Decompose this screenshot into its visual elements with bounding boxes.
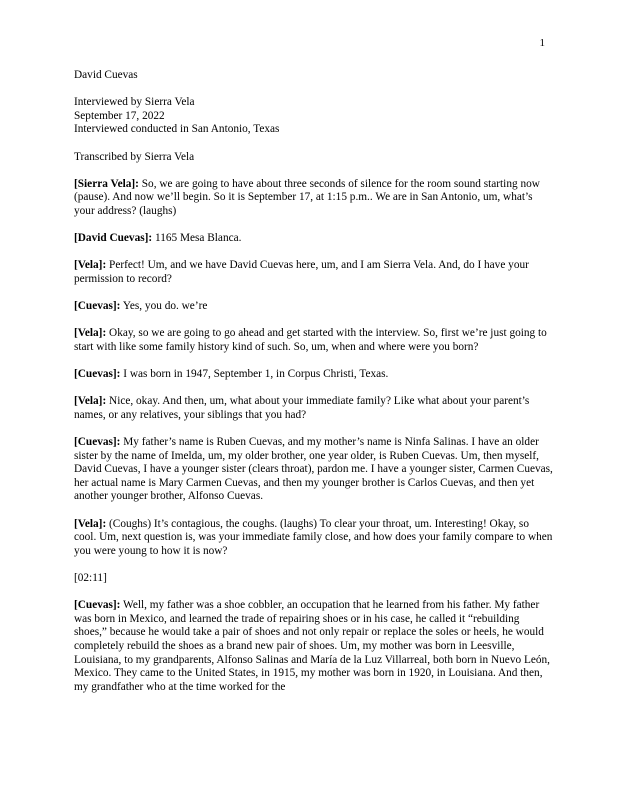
page-number: 1 <box>539 37 545 49</box>
dialogue-paragraph <box>74 178 554 219</box>
dialogue-paragraph <box>74 368 554 382</box>
interview-date: September 17, 2022 <box>74 109 165 122</box>
transcriber-block <box>74 151 554 165</box>
dialogue-paragraph <box>74 518 554 559</box>
speaker-label: [Sierra Vela]: <box>74 177 139 190</box>
speech-text: Perfect! Um, and we have David Cuevas here, um, and I am Sierra Vela. And, do I have your permission to record? <box>74 259 529 285</box>
speech-text: Okay, so we are going to go ahead and get started with the interview. So, first we’re just going to start with like some family history kind of such. So, um, when and where were you born? <box>74 327 547 353</box>
speech-text: Yes, you do. we’re <box>120 300 208 313</box>
interview-location: Interviewed conducted in San Antonio, Texas <box>74 123 280 136</box>
speaker-label: [Cuevas]: <box>74 300 121 313</box>
speaker-label: [Cuevas]: <box>74 599 121 612</box>
speech-text: So, we are going to have about three seconds of silence for the room sound starting now (pause). And now we’ll begin. So it is September 17, at 1:15 p.m.. We are in San Antonio, um, what’s your address? (laughs) <box>74 177 540 217</box>
dialogue-paragraph <box>74 436 554 504</box>
speech-text: My father’s name is Ruben Cuevas, and my mother’s name is Ninfa Salinas. I have an older sister by the name of Imelda, um, my older brother, one year older, is Ruben Cuevas. Um, then myself, David Cuevas, I have a younger sister (clears throat), pardon me. I have a younger sister, Carmen Cuevas, her actual name is Mary Carmen Cuevas, and then my younger brother is Carlos Cuevas, and then yet another younger brother, Alfonso Cuevas. <box>74 436 553 503</box>
dialogue-paragraph <box>74 599 554 694</box>
dialogue-paragraph <box>74 395 554 422</box>
speech-text: (Coughs) It’s contagious, the coughs. (laughs) To clear your throat, um. Interesting! Okay, so cool. Um, next question is, was your immediate family close, and how does your family compare to when you were young to how it is now? <box>74 517 553 557</box>
dialogue-paragraph <box>74 300 554 314</box>
interviewee-name-block <box>74 69 554 83</box>
speaker-label: [Vela]: <box>74 395 107 408</box>
dialogue-paragraph <box>74 327 554 354</box>
speech-text: [02:11] <box>74 571 107 584</box>
interviewee-name: David Cuevas <box>74 69 138 81</box>
speaker-label: [Vela]: <box>74 327 107 340</box>
speaker-label: [Vela]: <box>74 259 107 272</box>
speaker-label: [Cuevas]: <box>74 436 121 449</box>
speaker-label: [Cuevas]: <box>74 368 121 381</box>
speaker-label: [Vela]: <box>74 517 107 530</box>
interview-info-block <box>74 96 554 137</box>
speech-text: Nice, okay. And then, um, what about your immediate family? Like what about your parent’s names, or any relatives, your siblings that you had? <box>74 395 530 421</box>
transcript-body <box>74 69 554 708</box>
speech-text: 1165 Mesa Blanca. <box>152 232 242 245</box>
speech-text: I was born in 1947, September 1, in Corpus Christi, Texas. <box>120 368 389 381</box>
dialogue-paragraph <box>74 259 554 286</box>
interviewer-line: Interviewed by Sierra Vela <box>74 96 195 109</box>
dialogue-paragraph <box>74 572 554 586</box>
dialogue-paragraph <box>74 232 554 246</box>
transcriber-line: Transcribed by Sierra Vela <box>74 150 195 163</box>
speaker-label: [David Cuevas]: <box>74 232 153 245</box>
speech-text: Well, my father was a shoe cobbler, an occupation that he learned from his father. My father was born in Mexico, and learned the trade of repairing shoes or in his case, he called it “rebuilding shoes,” because he would take a pair of shoes and not only repair or replace the soles or heels, he would completely rebuild the shoes as a brand new pair of shoes. Um, my mother was born in Leesville, Louisiana, to my grandparents, Alfonso Salinas and María de la Luz Villarreal, both born in Nuevo León, Mexico. They came to the United States, in 1915, my mother was born in 1920, in Louisiana. And then, my grandfather who at the time worked for the <box>74 599 550 693</box>
dialogue <box>74 178 554 695</box>
